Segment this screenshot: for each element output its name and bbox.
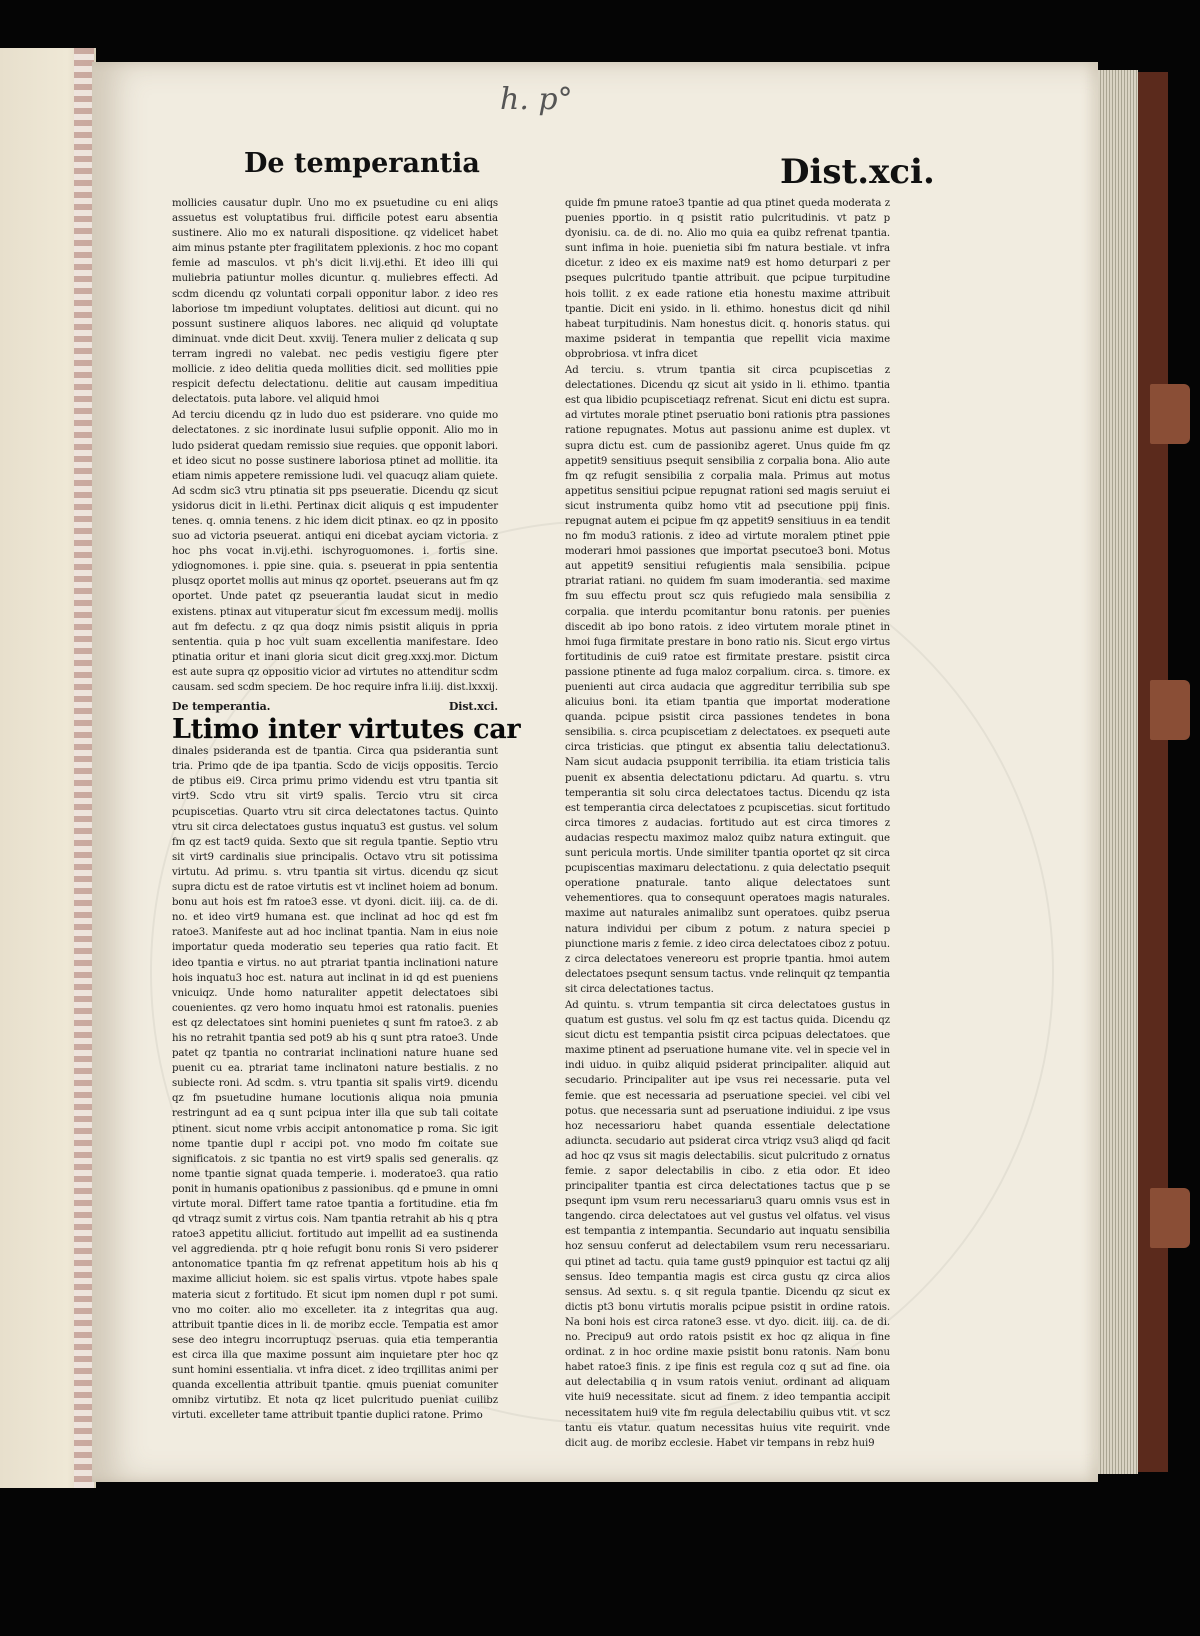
handwritten-annotation: h. p° — [500, 82, 573, 117]
page-tab — [1150, 384, 1190, 444]
page-tab — [1150, 680, 1190, 740]
text-column-right — [565, 196, 890, 1449]
paragraph: Ad quintu. s. vtrum tempantia sit circa delectatoes gustus in quatum est gustus. vel solu fm qz est tactus quida. Dicendu qz sicut dictu est tempantia psistit circa pcipuas delectatoes. que maxime ptinent ad pseruatione humane vite. vel in specie vel in indi uiduo. in quibz aliquid psiderat principaliter. aliquid aut secudario. Principaliter aut ipe vsus rei necessarie. puta vel femie. que est necessaria ad pseruatione speciei. vel cibi vel potus. que necessaria sunt ad pseruatione indiuidui. z ipe vsus hoz necessarioru habet quanda essentiale delectatione adiuncta. secudario aut psiderat circa vtriqz vsu3 aliqd qd facit ad hoc qz vsus sit magis delectabilis. sicut pulcritudo z ornatus femie. z sapor delectabilis in cibo. z etia odor. Et ideo principaliter tpantia est circa delectationes tactus que p se psequnt ipm vsum reru necessariaru3 quaru omnis vsus est in tangendo. circa delectatoes aut vel gustus vel olfatus. vel visus est tempantia z intempantia. Secundario aut inquatu sensibilia hoz sensuu conferut ad delectabilem vsum reru necessariaru. qui ptinet ad tactu. quia tame gust9 ppinquior est tactui qz alij sensus. Ideo tempantia magis est circa gustu qz circa alios sensus. Ad sextu. s. q sit regula tpantie. Dicendu qz sicut ex dictis pt3 bonu virtutis moralis pcipue psistit in ordine ratois. Na boni hois est circa ratone3 esse. vt dyo. dicit. iiij. ca. de di. no. Precipu9 aut ordo ratois psistit ex hoc qz aliqua in fine ordinat. z in hoc ordine maxie psistit bonu ratonis. Nam bonu habet ratoe3 finis. z ipe finis est regula coz q sut ad fine. oia aut delectabilia q in vsum ratois veniut. ordinant ad aliquam vite hui9 necessitate. sicut ad finem. z ideo tempantia accipit necessitatem hui9 vite fm regula delectabiliu quibus vtit. vt scz tantu eis vtatur. quatum necessitas huius vite requirit. vnde dicit aug. de moribz ecclesie. Habet vir tempans in rebz hui9 — [565, 999, 890, 1449]
gutter-binding-stripe — [74, 48, 94, 1488]
text-column-left — [172, 196, 521, 1422]
chapter-rubric — [172, 699, 498, 714]
paragraph: dinales psideranda est de tpantia. Circa qua psiderantia sunt tria. Primo qde de ipa tpantia. Scdo de vicijs oppositis. Tercio de ptibus ei9. Circa primu primo videndu est vtru tpantia sit virt9. Scdo vtru sit virt9 spalis. Tercio vtru sit circa pcupiscetias. Quarto vtru sit circa delectatones tactus. Quinto vtru sit circa delectatoes gustus inquatu3 est gustus. vel solum fm qz est tact9 quida. Sexto que sit regula tpantie. Septio vtru sit virt9 cardinalis siue principalis. Octavo vtru sit potissima virtutu. Ad primu. s. vtru tpantia sit virtus. dicendu qz sicut supra dictu est de ratoe virtutis est vt inclinet hoiem ad bonum. bonu aut hois est fm ratoe3 esse. vt dyoni. dicit. iiij. ca. de di. no. et ideo virt9 humana est. que inclinat ad hoc qd est fm ratoe3. Manifeste aut ad hoc inclinat tpantia. Nam in eius noie importatur queda moderatio seu teperies qua ratio facit. Et ideo tpantia e virtus. no aut ptrariat tpantia inclinationi nature hois inquatu3 hoc est. natura aut inclinat in id qd est pueniens vnicuiqz. Unde homo naturaliter appetit delectatoes sibi couenientes. qz vero homo inquatu hmoi est ratonalis. puenies est qz delectatoes sint homini puenietes q sunt fm ratoe3. z ab his no retrahit tpantia sed pot9 ab his q sunt ptra ratoe3. Unde patet qz tpantia no contrariat inclinationi nature huane sed puenit cu ea. ptrariat tame inclinatoni nature bestialis. z no subiecte roni. Ad scdm. s. vtru tpantia sit spalis virt9. dicendu qz fm psuetudine humane locutionis aliqua noia pmunia restringunt ad ea q sunt pcipua inter illa que sub tali coitate ptinent. sicut nome vrbis accipit antonomatice p roma. Sic igit nome tpantie dupl r accipi pot. vno modo fm coitate sue significatois. z sic tpantia no est virt9 spalis sed generalis. qz nome tpantie signat quada temperie. i. moderatoe3. qua ratio ponit in humanis opationibus z passionibus. qd e pmune in omni virtute moral. Differt tame ratoe tpantia a fortitudine. etia fm qd vtraqz sumit z virtus cois. Nam tpantia retrahit ab his q ptra ratoe3 appetitu alliciut. fortitudo aut impellit ad ea sustinenda vel aggredienda. ptr q hoie refugit bonu ronis Si vero psiderer antonomatice tpantia fm qz refrenat appetitum hois ab his q maxime alliciut hoiem. sic est spalis virtus. vtpote habes spale materia sicut z fortitudo. Et sicut ipm nomen dupl r pot sumi. vno mo coiter. alio mo excelleter. ita z integritas qua aug. attribuit tpantie dices in li. de moribz eccle. Tempatia est amor sese deo integru incorruptuqz pseruas. quia etia temperantia est circa illa que maxime possunt aim inquietare pter hoc qz sunt homini essentialia. vt infra dicet. z ideo trqillitas animi per quanda excellentia attribuit tpantie. qmuis pueniat comuniter omnibz virtutibz. Et nota qz licet pulcritudo pueniat cuilibz virtuti. excelleter tame attribuit tpantie duplici ratone. Primo — [172, 746, 498, 1422]
paragraph: mollicies causatur duplr. Uno mo ex psuetudine cu eni aliqs assuetus est voluptatibus frui. difficile potest earu absentia sustinere. Alio mo ex naturali dispositione. qz videlicet habet aim minus pstante pter fragilitatem pplexionis. z hoc mo copant femie ad masculos. vt ph's dicit li.vij.ethi. Et ideo illi qui muliebria patiuntur molles dicuntur. q. muliebres effecti. Ad scdm dicendu qz voluntati corpali opponitur labor. z ideo res laboriose tm impediunt voluptates. delitiosi aut dicunt. qui no possunt sustinere aliquos labores. nec aliquid qd voluptate diminuat. vnde dicit Deut. xxviij. Tenera mulier z delicata q sup terram ingredi no valebat. nec pedis vestigiu figere pter mollicie. z ideo delitia queda mollities dicit. sed mollities ppie respicit defectu delectationu. delitie aut causam impeditiua delectatois. puta labore. vel aliquid hmoi — [172, 198, 498, 406]
page-tab — [1150, 1188, 1190, 1248]
incipit-text: Ltimo inter virtutes car — [172, 714, 521, 746]
paragraph: quide fm pmune ratoe3 tpantie ad qua ptinet queda moderata z puenies pportio. in q psistit ratio pulcritudinis. vt patz p dyonisiu. ca. de di. no. Alio mo quia ea quibz refrenat tpantia. sunt infima in hoie. puenietia sibi fm natura bestiale. vt infra dicetur. z ideo ex eis maxime nat9 est homo deturpari z per pseques pulcritudo tpantie attribuit. que pcipue turpitudine hois tollit. z ex eade ratione etia honestu maxime attribuit tpantie. Dicit eni ysido. in li. ethimo. honestus dicit qd nihil habeat turpitudinis. Nam honestus dicit. q. honoris status. qui maxime psiderat in tempantia que repellit vicia maxime obprobriosa. vt infra dicet — [565, 198, 890, 360]
rubric-distinction: Dist.xci. — [448, 700, 498, 714]
running-head-right: Dist.xci. — [780, 152, 935, 192]
paragraph: Ad terciu dicendu qz in ludo duo est psiderare. vno quide mo delectatones. z sic inordinate lusui sufplie opponit. Alio mo in ludo psiderat quedam remissio siue requies. que opponit labori. et ideo sicut no posse sustinere laboriosa ptinet ad mollitie. ita etiam nimis appetere remissione ludi. vel quacuqz aliam quiete. Ad scdm sic3 vtru ptinatia sit pps pseueratie. Dicendu qz sicut ysidorus dicit in li.ethi. Pertinax dicit aliquis q est impudenter tenes. q. omnia tenens. z hic idem dicit ptinax. eo qz in pposito suo ad victoria pseuerat. antiqui eni dicebat ayciam victoria. z hoc phs vocat in.vij.ethi. ischyroguomones. i. fortis sine. ydiognomones. i. ppie sine. quia. s. pseuerat in ppia sententia plusqz oportet mollis aut minus qz oportet. pseuerans aut fm qz oportet. Unde patet qz pseuerantia laudat sicut in medio existens. ptinax aut vituperatur sicut fm excessum medij. mollis aut fm defectu. z qz qua doqz nimis psistit aliquis in ppria sententia. quia p hoc vult suam excellentia manifestare. Ideo ptinatia oritur et inani gloria sicut dicit greg.xxxj.mor. Dictum est aute supra qz oppositio vicior ad virtutes no attenditur scdm causam. sed scdm speciem. De hoc require infra li.iij. dist.lxxxij. — [172, 410, 498, 693]
rubric-title: De temperantia. — [172, 700, 271, 714]
incipit-line — [172, 714, 521, 746]
page-fore-edge — [1098, 70, 1138, 1474]
running-head-left: De temperantia — [244, 148, 480, 179]
paragraph: Ad terciu. s. vtrum tpantia sit circa pcupiscetias z delectationes. Dicendu qz sicut ait ysido in li. ethimo. tpantia est qua libidio pcupiscetiaqz refrenat. Sicut eni dictu est supra. ad virtutes morale ptinet pseruatio boni rationis ptra passiones ratione repugnates. Motus aut passionu anime est duplex. vt supra dictu est. cum de passionibz ageret. Unus quide fm qz appetit9 sensitiuus psequit sensibilia z corpalia bona. Alio aute fm qz refugit sensibilia z corpalia mala. Primus aut motus appetitus sensitiui pcipue repugnat rationi sed magis seruiut ei sicut instrumenta quibz homo vtit ad psecutione ppij finis. repugnat autem ei pcipue fm qz appetit9 sensitiuus in ea tendit no fm modu3 rationis. z ideo ad virtute moralem ptinet ppie moderari hmoi passiones que importat psecutoe3 boni. Motus aut appetit9 sensitiui refugientis mala sensibilia. pcipue ptrariat ratiani. no quidem fm suam imoderantia. sed maxime fm suu effectu prout scz quis refugiedo mala sensibilia z corpalia. que interdu pcomitantur bonu ratonis. per puenies discedit ab ipo bono ratois. z ideo virtutem morale ptinet in hmoi fuga firmitate prestare in bono ratio nis. Sicut ergo virtus fortitudinis de cui9 ratoe est firmitate prestare. psistit circa passione ptinente ad fuga maloz corpalium. circa. s. timore. ex puenienti aut circa audacia que aggreditur terribilia sub spe alicuius boni. ita etiam tpantia que importat moderatione quanda. pcipue psistit circa passiones tendetes in bona sensibilia. s. circa pcupiscetiam z delectatoes. ex psequeti aute circa tristicias. que ptingut ex absentia taliu delectationu3. Nam sicut audacia psupponit terribilia. ita etiam tristicia talis puenit ex absentia delectationu pdictaru. Ad quartu. s. vtru temperantia sit solu circa delectatoes tactus. Dicendu qz ista est temperantia circa delectatoes z pcupiscetias. sicut fortitudo circa timores z audacias. fortitudo aut est circa timores z audacias respectu maximoz maloz quibz natura extinguit. que sunt pericula mortis. Unde similiter tpantia oportet qz sit circa pcupiscentias maximaru delectationu. z quia delectatio psequit operatione pnaturale. tanto alique delectatoes sunt vehementiores. qua to consequunt operatoes magis naturales. maxime aut naturales animalibz sunt operatoes. quibz pserua natura individui per cibum z potum. z natura speciei p piunctione maris z femie. z ideo circa delectatoes ciboz z potuu. z circa delectatoes venereoru est proprie tpantia. hmoi autem delectatoes psequnt sensum tactus. vnde relinquit qz tempantia sit circa delectationes tactus. — [565, 365, 890, 995]
